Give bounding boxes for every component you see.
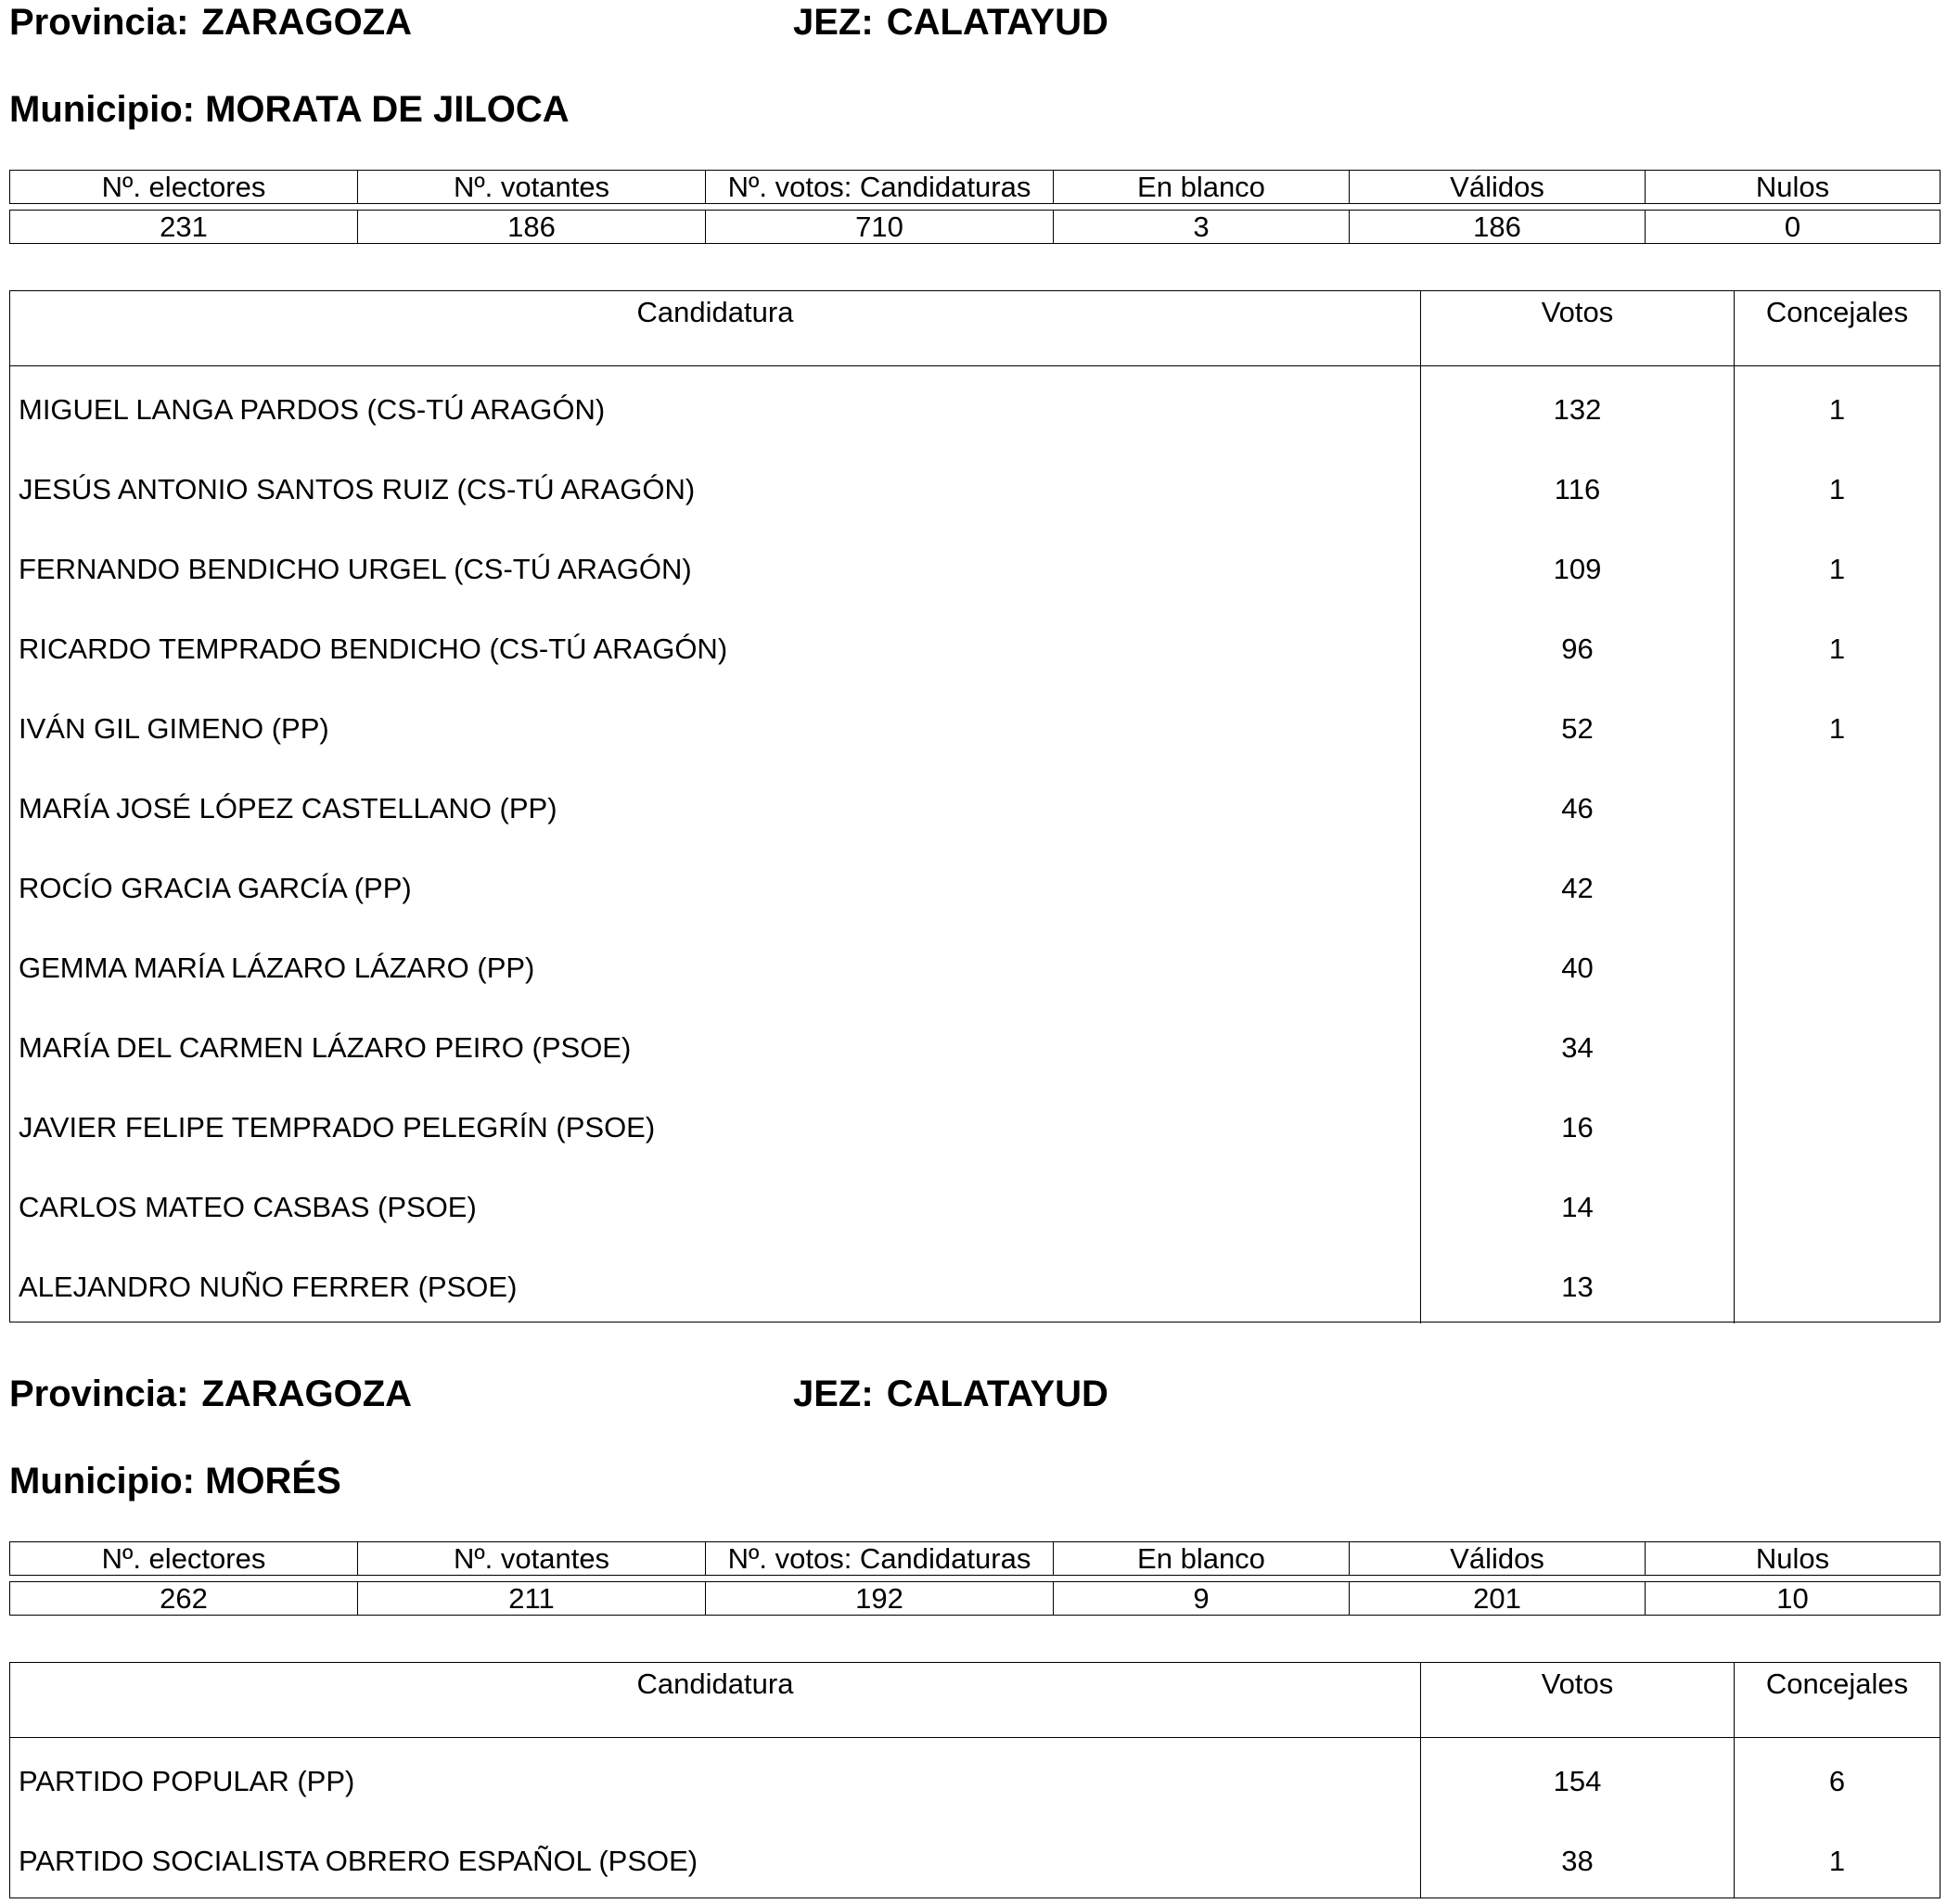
stat-header-votos-candidaturas: Nº. votos: Candidaturas xyxy=(706,171,1054,204)
provincia-value: ZARAGOZA xyxy=(201,2,413,43)
stats-table xyxy=(9,1541,1941,1576)
concejales-cell: 1 xyxy=(1734,685,1940,765)
stat-header-votantes: Nº. votantes xyxy=(358,171,706,204)
candidatura-cell: JESÚS ANTONIO SANTOS RUIZ (CS-TÚ ARAGÓN) xyxy=(19,473,696,505)
votos-cell: 116 xyxy=(1420,446,1734,526)
stat-header-validos: Válidos xyxy=(1350,171,1646,204)
results-header-row xyxy=(10,291,1940,366)
candidatura-cell: ROCÍO GRACIA GARCÍA (PP) xyxy=(19,872,412,904)
candidatura-cell: PARTIDO POPULAR (PP) xyxy=(19,1765,355,1797)
candidatura-cell: CARLOS MATEO CASBAS (PSOE) xyxy=(19,1191,477,1223)
votos-cell: 13 xyxy=(1420,1244,1734,1323)
stat-header-validos: Válidos xyxy=(1350,1542,1646,1576)
votos-cell: 14 xyxy=(1420,1164,1734,1244)
municipio-label: Municipio: xyxy=(9,1461,195,1501)
col-header-candidatura: Candidatura xyxy=(636,1668,794,1700)
jez-header xyxy=(793,1372,1108,1416)
results-header-row xyxy=(10,1663,1940,1738)
stat-header-en-blanco: En blanco xyxy=(1054,171,1350,204)
candidatura-cell: ALEJANDRO NUÑO FERRER (PSOE) xyxy=(19,1271,518,1303)
candidatura-cell: JAVIER FELIPE TEMPRADO PELEGRÍN (PSOE) xyxy=(19,1111,656,1144)
municipio-label: Municipio: xyxy=(9,89,195,130)
col-header-votos: Votos xyxy=(1420,291,1734,365)
table-row xyxy=(10,1818,1940,1898)
jez-value: CALATAYUD xyxy=(886,1374,1108,1414)
jez-header xyxy=(793,0,1108,45)
concejales-cell xyxy=(1734,765,1940,845)
table-row xyxy=(10,526,1940,606)
stat-value-nulos: 10 xyxy=(1646,1582,1941,1616)
table-row xyxy=(10,845,1940,925)
stats-header-row xyxy=(10,171,1941,204)
concejales-cell: 1 xyxy=(1734,446,1940,526)
table-row xyxy=(10,446,1940,526)
table-row xyxy=(10,925,1940,1004)
concejales-cell xyxy=(1734,1164,1940,1244)
jez-label: JEZ: xyxy=(793,1374,874,1414)
provincia-header xyxy=(9,1372,412,1416)
stat-value-validos: 201 xyxy=(1350,1582,1646,1616)
candidatura-cell: MARÍA DEL CARMEN LÁZARO PEIRO (PSOE) xyxy=(19,1031,632,1064)
stat-value-en-blanco: 9 xyxy=(1054,1582,1350,1616)
votos-cell: 96 xyxy=(1420,606,1734,685)
votos-cell: 132 xyxy=(1420,366,1734,446)
concejales-cell: 1 xyxy=(1734,606,1940,685)
concejales-cell: 1 xyxy=(1734,526,1940,606)
col-header-concejales: Concejales xyxy=(1734,291,1940,365)
candidatura-cell: IVÁN GIL GIMENO (PP) xyxy=(19,712,329,745)
concejales-cell xyxy=(1734,845,1940,925)
votos-cell: 38 xyxy=(1420,1818,1734,1898)
provincia-label: Provincia: xyxy=(9,1374,189,1414)
stat-value-votantes: 211 xyxy=(358,1582,706,1616)
concejales-cell xyxy=(1734,1004,1940,1084)
concejales-cell: 1 xyxy=(1734,366,1940,446)
municipio-value: MORÉS xyxy=(205,1461,341,1501)
jez-value: CALATAYUD xyxy=(886,2,1108,43)
stat-header-electores: Nº. electores xyxy=(10,171,358,204)
provincia-value: ZARAGOZA xyxy=(201,1374,413,1414)
results-table xyxy=(9,290,1941,1323)
stats-value-row xyxy=(10,1582,1941,1616)
votos-cell: 34 xyxy=(1420,1004,1734,1084)
table-row xyxy=(10,1084,1940,1164)
stats-values-table xyxy=(9,1581,1941,1616)
votos-cell: 46 xyxy=(1420,765,1734,845)
candidatura-cell: RICARDO TEMPRADO BENDICHO (CS-TÚ ARAGÓN) xyxy=(19,633,728,665)
concejales-cell: 6 xyxy=(1734,1738,1940,1818)
stat-value-electores: 262 xyxy=(10,1582,358,1616)
stat-value-votos-candidaturas: 710 xyxy=(706,211,1054,244)
stat-value-votantes: 186 xyxy=(358,211,706,244)
votos-cell: 42 xyxy=(1420,845,1734,925)
stats-table xyxy=(9,170,1941,204)
candidatura-cell: GEMMA MARÍA LÁZARO LÁZARO (PP) xyxy=(19,952,535,984)
results-table xyxy=(9,1662,1941,1898)
votos-cell: 16 xyxy=(1420,1084,1734,1164)
municipio-value: MORATA DE JILOCA xyxy=(205,89,570,130)
concejales-cell xyxy=(1734,1244,1940,1323)
concejales-cell xyxy=(1734,925,1940,1004)
table-row xyxy=(10,1164,1940,1244)
jez-label: JEZ: xyxy=(793,2,874,43)
stats-value-row xyxy=(10,211,1941,244)
concejales-cell: 1 xyxy=(1734,1818,1940,1898)
municipio-header xyxy=(9,1459,341,1503)
stat-value-validos: 186 xyxy=(1350,211,1646,244)
table-row xyxy=(10,1244,1940,1323)
stat-value-electores: 231 xyxy=(10,211,358,244)
stat-header-electores: Nº. electores xyxy=(10,1542,358,1576)
table-row xyxy=(10,1004,1940,1084)
table-row xyxy=(10,366,1940,446)
candidatura-cell: MARÍA JOSÉ LÓPEZ CASTELLANO (PP) xyxy=(19,792,557,824)
col-header-votos: Votos xyxy=(1420,1663,1734,1737)
stat-header-nulos: Nulos xyxy=(1646,171,1941,204)
table-row xyxy=(10,606,1940,685)
stat-header-en-blanco: En blanco xyxy=(1054,1542,1350,1576)
candidatura-cell: PARTIDO SOCIALISTA OBRERO ESPAÑOL (PSOE) xyxy=(19,1845,698,1877)
stats-header-row xyxy=(10,1542,1941,1576)
votos-cell: 52 xyxy=(1420,685,1734,765)
stat-value-en-blanco: 3 xyxy=(1054,211,1350,244)
votos-cell: 40 xyxy=(1420,925,1734,1004)
table-row xyxy=(10,685,1940,765)
col-header-candidatura: Candidatura xyxy=(636,296,794,328)
table-row xyxy=(10,1738,1940,1818)
provincia-label: Provincia: xyxy=(9,2,189,43)
stat-header-nulos: Nulos xyxy=(1646,1542,1941,1576)
col-header-concejales: Concejales xyxy=(1734,1663,1940,1737)
votos-cell: 109 xyxy=(1420,526,1734,606)
concejales-cell xyxy=(1734,1084,1940,1164)
stat-header-votos-candidaturas: Nº. votos: Candidaturas xyxy=(706,1542,1054,1576)
municipio-header xyxy=(9,87,570,132)
candidatura-cell: FERNANDO BENDICHO URGEL (CS-TÚ ARAGÓN) xyxy=(19,553,692,585)
stat-value-votos-candidaturas: 192 xyxy=(706,1582,1054,1616)
stat-header-votantes: Nº. votantes xyxy=(358,1542,706,1576)
table-row xyxy=(10,765,1940,845)
candidatura-cell: MIGUEL LANGA PARDOS (CS-TÚ ARAGÓN) xyxy=(19,393,606,426)
votos-cell: 154 xyxy=(1420,1738,1734,1818)
stat-value-nulos: 0 xyxy=(1646,211,1941,244)
provincia-header xyxy=(9,0,412,45)
stats-values-table xyxy=(9,210,1941,244)
